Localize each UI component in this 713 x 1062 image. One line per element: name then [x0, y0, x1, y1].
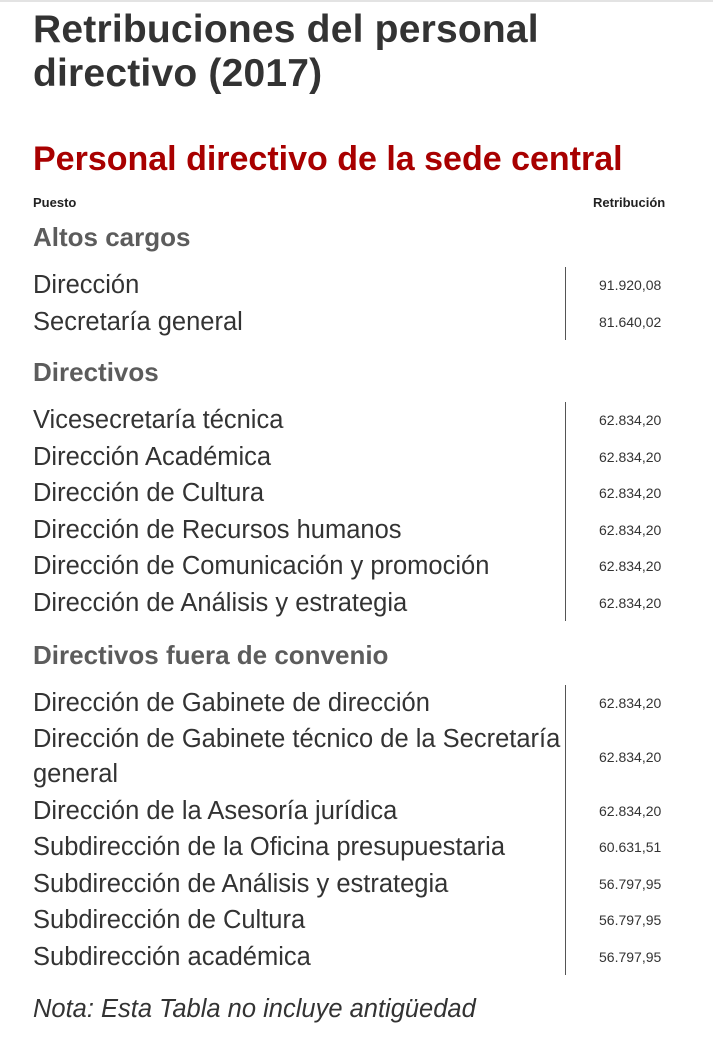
column-header-position: Puesto [33, 195, 77, 210]
row-salary: 60.631,51 [599, 839, 662, 856]
page-title-line-2: directivo (2017) [33, 52, 323, 95]
table-row [33, 902, 683, 939]
group-title-directivos-fuera-de-convenio: Directivos fuera de convenio [33, 640, 389, 670]
row-salary: 62.834,20 [599, 485, 662, 502]
table-row [33, 304, 683, 341]
table-row [33, 722, 683, 793]
group-title-altos-cargos: Altos cargos [33, 222, 191, 252]
table-group-altos-cargos [33, 267, 683, 340]
table-row [33, 548, 683, 585]
row-salary: 56.797,95 [599, 875, 662, 892]
row-salary: 62.834,20 [599, 695, 662, 712]
row-position: Dirección de Gabinete técnico de la Secretaría general [33, 724, 561, 788]
table-row [33, 512, 683, 549]
row-position: Dirección Académica [33, 442, 272, 471]
table-row [33, 866, 683, 903]
table-row [33, 267, 683, 304]
row-salary: 62.834,20 [599, 521, 662, 538]
row-position: Vicesecretaría técnica [33, 406, 284, 435]
table-row [33, 585, 683, 622]
row-salary: 62.834,20 [599, 558, 662, 575]
row-salary: 56.797,95 [599, 948, 662, 965]
section-title: Personal directivo de la sede central [33, 140, 623, 178]
row-position: Dirección de Análisis y estrategia [33, 588, 408, 617]
row-position: Subdirección de Análisis y estrategia [33, 869, 449, 898]
row-salary: 91.920,08 [599, 277, 662, 294]
row-salary: 62.834,20 [599, 448, 662, 465]
row-position: Secretaría general [33, 307, 243, 336]
row-salary: 81.640,02 [599, 313, 662, 330]
table-row [33, 402, 683, 439]
row-position: Dirección de Gabinete de dirección [33, 689, 430, 718]
row-position: Dirección de Comunicación y promoción [33, 552, 490, 581]
row-position: Subdirección de la Oficina presupuestaria [33, 833, 506, 862]
table-row [33, 475, 683, 512]
row-position: Dirección [33, 271, 140, 300]
table-group-directivos [33, 402, 683, 621]
article [33, 0, 683, 1027]
group-title-directivos: Directivos [33, 357, 159, 387]
row-position: Dirección de Cultura [33, 479, 265, 508]
table-header [33, 195, 683, 215]
row-salary: 62.834,20 [599, 749, 662, 765]
row-salary: 62.834,20 [599, 594, 662, 611]
page-title [33, 0, 683, 96]
table-group-directivos-fuera-de-convenio [33, 685, 683, 975]
row-salary: 62.834,20 [599, 802, 662, 819]
row-salary: 56.797,95 [599, 912, 662, 929]
page-title-line-1: Retribuciones del personal [33, 8, 539, 51]
row-position: Subdirección de Cultura [33, 906, 306, 935]
column-header-salary: Retribución [593, 195, 666, 210]
row-position: Subdirección académica [33, 942, 311, 971]
table-row [33, 685, 683, 722]
table-row [33, 939, 683, 976]
table-note: Nota: Esta Tabla no incluye antigüedad [33, 995, 476, 1023]
row-position: Dirección de Recursos humanos [33, 515, 402, 544]
row-position: Dirección de la Asesoría jurídica [33, 796, 398, 825]
table-row [33, 439, 683, 476]
table-row [33, 793, 683, 830]
table-row [33, 829, 683, 866]
row-salary: 62.834,20 [599, 412, 662, 429]
